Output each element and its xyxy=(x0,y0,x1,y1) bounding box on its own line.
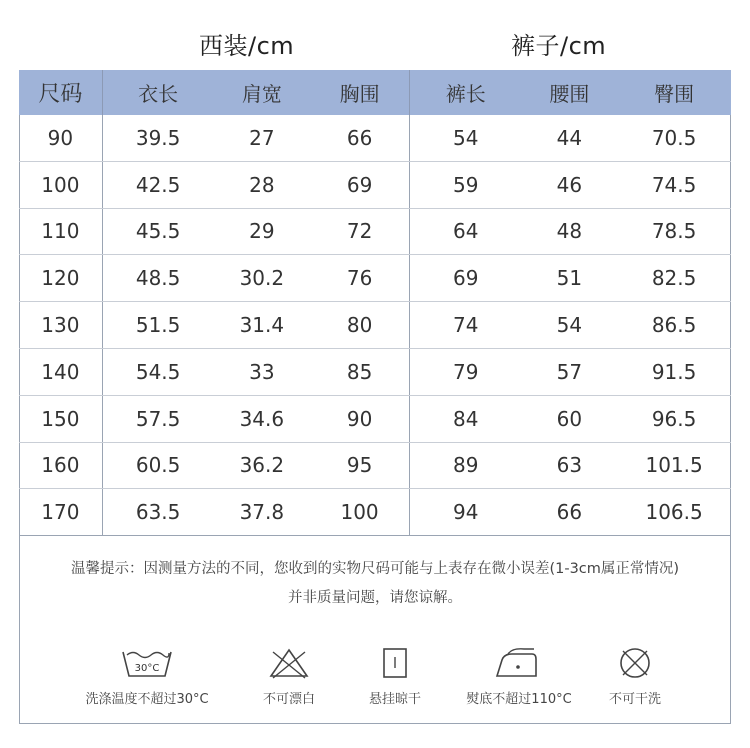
care-wash xyxy=(72,646,222,707)
care-dry-clean xyxy=(560,646,710,707)
cell-chest: 90 xyxy=(310,395,409,442)
cell-waist: 66 xyxy=(522,489,618,536)
size-table xyxy=(19,70,731,536)
cell-chest: 76 xyxy=(310,255,409,302)
cell-jacket-length: 39.5 xyxy=(102,115,213,161)
cell-chest: 85 xyxy=(310,348,409,395)
cell-pants-length: 94 xyxy=(409,489,521,536)
cell-chest: 80 xyxy=(310,302,409,349)
cell-hip: 70.5 xyxy=(617,115,731,161)
cell-shoulder: 30.2 xyxy=(213,255,310,302)
cell-shoulder: 34.6 xyxy=(213,395,310,442)
care-label-dry-clean: 不可干洗 xyxy=(608,692,661,707)
cell-shoulder: 36.2 xyxy=(213,442,310,489)
note-line-1: 温馨提示：因测量方法的不同，您收到的实物尺码可能与上表存在微小误差(1-3cm属正常情况) xyxy=(70,561,680,577)
cell-pants-length: 89 xyxy=(409,442,521,489)
cell-pants-length: 59 xyxy=(409,161,521,208)
cell-hip: 101.5 xyxy=(617,442,731,489)
wash-30c-icon xyxy=(120,646,174,680)
table-row xyxy=(19,161,731,208)
cell-jacket-length: 57.5 xyxy=(102,395,213,442)
table-row xyxy=(19,255,731,302)
cell-waist: 46 xyxy=(522,161,618,208)
pants-title: 裤子/cm xyxy=(511,32,607,60)
cell-pants-length: 84 xyxy=(409,395,521,442)
table-header-row xyxy=(19,70,731,115)
care-label-wash: 洗涤温度不超过30°C xyxy=(85,692,209,707)
cell-jacket-length: 45.5 xyxy=(102,208,213,255)
cell-pants-length: 69 xyxy=(409,255,521,302)
cell-jacket-length: 51.5 xyxy=(102,302,213,349)
table-row xyxy=(19,489,731,536)
suit-title: 西装/cm xyxy=(199,32,295,60)
cell-size: 120 xyxy=(19,255,102,302)
cell-size: 130 xyxy=(19,302,102,349)
header-hip: 臀围 xyxy=(617,70,731,115)
cell-size: 110 xyxy=(19,208,102,255)
header-chest: 胸围 xyxy=(310,70,409,115)
cell-waist: 54 xyxy=(522,302,618,349)
cell-jacket-length: 60.5 xyxy=(102,442,213,489)
table-row xyxy=(19,442,731,489)
header-pants-length: 裤长 xyxy=(409,70,521,115)
cell-pants-length: 74 xyxy=(409,302,521,349)
table-row xyxy=(19,208,731,255)
cell-size: 160 xyxy=(19,442,102,489)
no-dry-clean-icon xyxy=(615,646,655,680)
cell-chest: 66 xyxy=(310,115,409,161)
cell-shoulder: 29 xyxy=(213,208,310,255)
cell-shoulder: 33 xyxy=(213,348,310,395)
cell-jacket-length: 42.5 xyxy=(102,161,213,208)
cell-waist: 44 xyxy=(522,115,618,161)
note-line-2: 并非质量问题，请您谅解。 xyxy=(288,590,462,606)
cell-shoulder: 28 xyxy=(213,161,310,208)
cell-hip: 78.5 xyxy=(617,208,731,255)
care-label-dry: 悬挂晾干 xyxy=(368,692,421,707)
table-row xyxy=(19,115,731,161)
header-size: 尺码 xyxy=(19,70,102,115)
cell-size: 140 xyxy=(19,348,102,395)
cell-chest: 100 xyxy=(310,489,409,536)
cell-chest: 72 xyxy=(310,208,409,255)
header-shoulder: 肩宽 xyxy=(213,70,310,115)
cell-waist: 51 xyxy=(522,255,618,302)
svg-text:30°C: 30°C xyxy=(134,663,160,674)
cell-waist: 60 xyxy=(522,395,618,442)
line-dry-icon xyxy=(380,646,410,680)
cell-pants-length: 54 xyxy=(409,115,521,161)
cell-hip: 82.5 xyxy=(617,255,731,302)
cell-shoulder: 27 xyxy=(213,115,310,161)
no-bleach-icon xyxy=(267,646,311,680)
cell-size: 90 xyxy=(19,115,102,161)
cell-hip: 96.5 xyxy=(617,395,731,442)
cell-hip: 106.5 xyxy=(617,489,731,536)
cell-hip: 86.5 xyxy=(617,302,731,349)
cell-jacket-length: 48.5 xyxy=(102,255,213,302)
cell-chest: 69 xyxy=(310,161,409,208)
care-label-iron: 熨底不超过110°C xyxy=(466,692,572,707)
cell-waist: 57 xyxy=(522,348,618,395)
cell-chest: 95 xyxy=(310,442,409,489)
header-waist: 腰围 xyxy=(522,70,618,115)
cell-pants-length: 79 xyxy=(409,348,521,395)
cell-jacket-length: 63.5 xyxy=(102,489,213,536)
cell-shoulder: 37.8 xyxy=(213,489,310,536)
cell-hip: 74.5 xyxy=(617,161,731,208)
cell-hip: 91.5 xyxy=(617,348,731,395)
cell-pants-length: 64 xyxy=(409,208,521,255)
header-jacket-length: 衣长 xyxy=(102,70,213,115)
care-label-bleach: 不可漂白 xyxy=(262,692,315,707)
table-row xyxy=(19,302,731,349)
cell-size: 100 xyxy=(19,161,102,208)
cell-size: 170 xyxy=(19,489,102,536)
cell-waist: 63 xyxy=(522,442,618,489)
table-row xyxy=(19,395,731,442)
cell-shoulder: 31.4 xyxy=(213,302,310,349)
table-row xyxy=(19,348,731,395)
cell-jacket-length: 54.5 xyxy=(102,348,213,395)
cell-waist: 48 xyxy=(522,208,618,255)
cell-size: 150 xyxy=(19,395,102,442)
iron-110c-icon xyxy=(494,646,544,680)
